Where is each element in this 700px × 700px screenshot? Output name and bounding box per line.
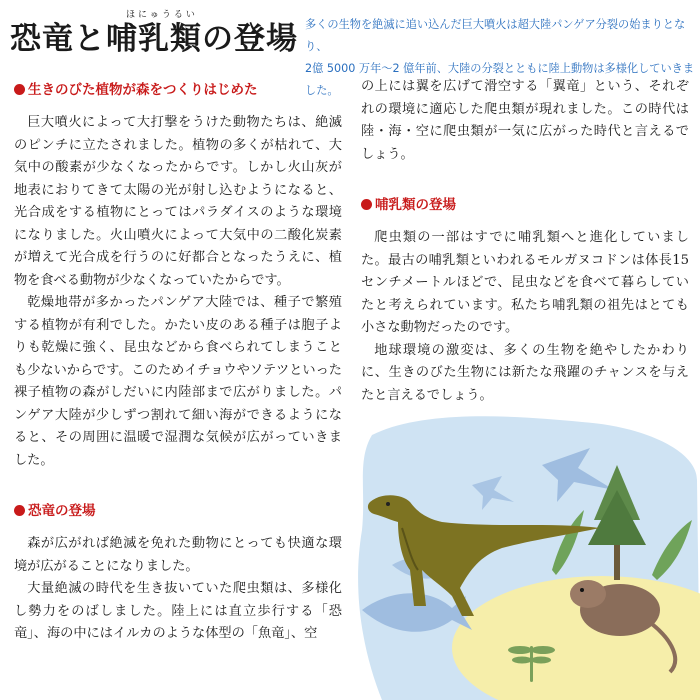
bullet-dot-icon	[14, 84, 25, 95]
bullet-dot-icon	[361, 199, 372, 210]
heading-text: 哺乳類の登場	[375, 197, 456, 213]
paragraph-mammals-2: 地球環境の激変は、多くの生物を絶やしたかわりに、生きのびた生物には新たな飛躍のチャンスを与えたと言えるでしょう。	[361, 342, 689, 403]
section-heading-mammals	[361, 191, 689, 219]
paragraph-dinosaurs-1: 森が広がれば絶滅を免れた動物にとっても快適な環境が広がることになりました。	[14, 536, 342, 574]
title-ruby: ほにゅうるい	[126, 10, 198, 20]
right-column	[361, 76, 689, 407]
heading-text: 恐竜の登場	[28, 503, 96, 519]
paragraph-mammals-1: 爬虫類の一部はすでに哺乳類へと進化していました。最古の哺乳類といわれるモルガヌコドンは体長15センチメートルほどで、昆虫などを食べて暮らしていたと考えられています。私たち哺乳類の祖先はとても小さな動物だったのです。	[361, 230, 689, 335]
paragraph-dinosaurs-2: 大量絶滅の時代を生き抜いていた爬虫類は、多様化し勢力をのばしました。陸上には直立歩行する「恐竜」、海の中にはイルカのような体型の「魚竜」、空	[14, 581, 342, 641]
left-column	[14, 76, 342, 646]
lead-line-2: 2億 5000 万年〜2 億年前、大陸の分裂とともに陸上動物は多様化していきました。	[305, 62, 695, 97]
lead-line-1: 多くの生物を絶滅に追い込んだ巨大噴火は超大陸パンゲア分裂の始まりとなり、	[305, 18, 686, 53]
paragraph-dinosaurs-continued: の上には翼を広げて滑空する「翼竜」という、それぞれの環境に適応した爬虫類が現れました。この時代は陸・海・空に爬虫類が一気に広がった時代と言えるでしょう。	[361, 79, 689, 162]
heading-text: 生きのびた植物が森をつくりはじめた	[28, 82, 258, 98]
paragraph-plants-2: 乾燥地帯が多かったパンゲア大陸では、種子で繁殖する植物が有利でした。かたい皮のある種子は胞子よりも乾燥に強く、昆虫などから食べられてしまうことも少ないからです。このためイチョウやソテツといった裸子植物の森がしだいに内陸部まで広がりました。パンゲア大陸が少しずつ割れて細い海ができるようになると、その周囲に温暖で湿潤な気候が広がっていきました。	[14, 295, 342, 468]
section-heading-dinosaurs	[14, 497, 342, 525]
dinosaur-illustration	[352, 410, 700, 700]
bullet-dot-icon	[14, 505, 25, 516]
page-title: 恐竜と哺乳類の登場	[10, 21, 298, 57]
paragraph-plants-1: 巨大噴火によって大打撃をうけた動物たちは、絶滅のピンチに立たされました。植物の多くが枯れて、大気中の酸素が少なくなったからです。しかし火山灰が地表におりてきて太陽の光が射し込むようになると、光合成をする植物にとってはパラダイスのような環境になりました。火山噴火によって大気中の二酸化炭素が増えて光合成を行うのに好都合となったうえに、植物を食べる動物が少なくなっていたからです。	[14, 115, 342, 288]
section-heading-plants	[14, 76, 342, 104]
